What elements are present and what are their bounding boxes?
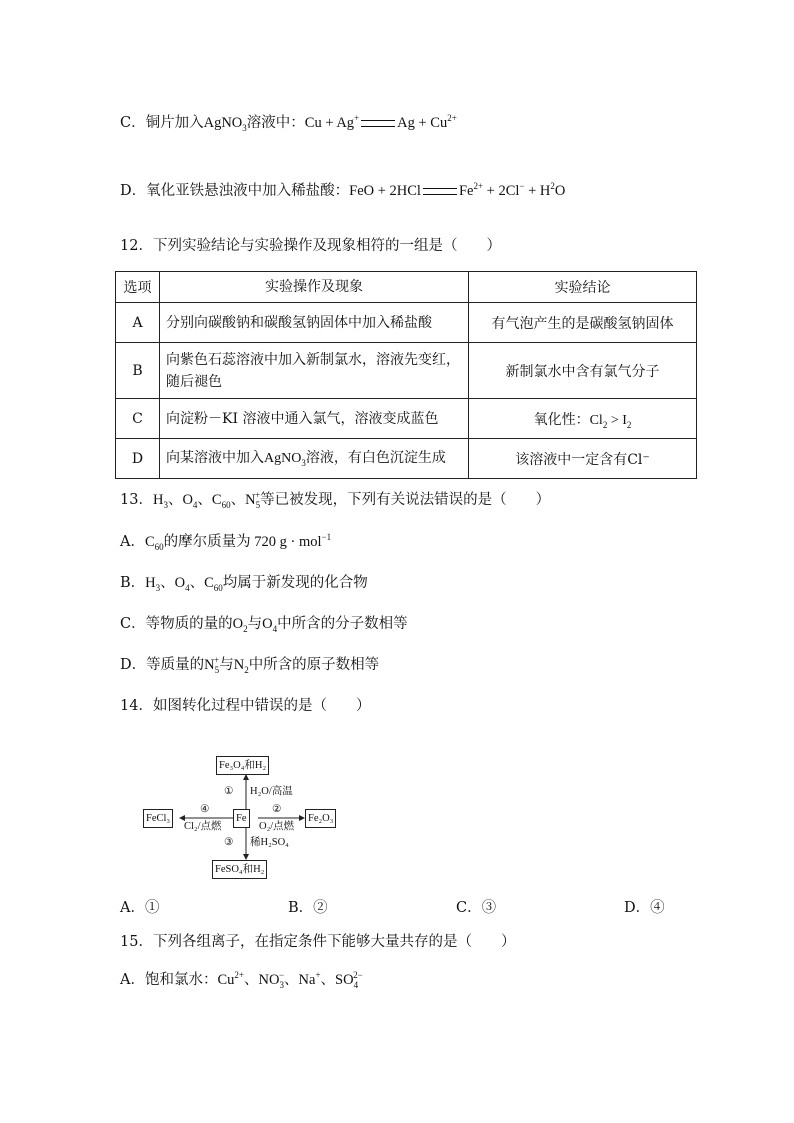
equation-rhs: $Ag + Cu^{2+}$ [397,113,457,131]
label-num-3: ③ [224,836,234,848]
option-c-equation [120,113,457,133]
table-row [116,439,697,479]
equation-rhs: $Fe^{2+} + 2Cl^- + H^2O$ [458,181,566,199]
conversion-diagram [140,748,370,883]
row-conclusion: 有气泡产生的是碳酸氢钠固体 [469,303,697,343]
row-operation: 向紫色石蕊溶液中加入新制氯水，溶液先变红，随后褪色 [160,343,469,399]
row-option: A [116,303,160,343]
product-box-right: Fe₂O₃ [305,809,336,828]
q14-option-b: B．② [288,900,328,916]
question-14: 14．如图转化过程中错误的是（ ） [120,698,371,714]
row-conclusion: 该溶液中一定含有Cl⁻ [469,439,697,479]
row-conclusion: 新制氯水中含有氯气分子 [469,343,697,399]
product-box-bottom: FeSO₄和H₂ [212,860,267,879]
option-c-mid: 溶液中： [246,115,305,131]
agno3-formula: AgNO$_3$ [203,115,247,133]
question-13: 13．$H_3$、$O_4$、$C_{60}$、$N_5^+$等已被发现，下列有关说法错误的是（ ） [120,490,551,510]
question-15: 15．下列各组离子，在指定条件下能够大量共存的是（ ） [120,934,516,950]
q14-option-a: A．① [120,900,160,916]
table-row [116,399,697,439]
q13-option-a: A．$C_{60}$的摩尔质量为 720 g · mol$^{-1}$ [120,532,332,552]
option-c-label: C．铜片加入 [120,115,204,131]
question-12: 12．下列实验结论与实验操作及现象相符的一组是（ ） [120,238,501,254]
label-reaction-1: H₂O/高温 [250,786,293,797]
header-operation: 实验操作及现象 [160,272,469,303]
row-option: D [116,439,160,479]
center-box-fe: Fe [233,809,250,828]
q14-option-d: D．④ [624,900,665,916]
equals-sign [423,188,457,195]
equation-lhs: FeO + 2HCl [349,183,421,199]
q13-option-b: B．$H_3$、$O_4$、$C_{60}$均属于新发现的化合物 [120,575,368,593]
equals-sign [361,120,395,127]
table-row [116,303,697,343]
row-operation: 分别向碳酸钠和碳酸氢钠固体中加入稀盐酸 [160,303,469,343]
equation-lhs: Cu + Ag+ [304,113,360,131]
q13-option-d: D．等质量的$N_5^+$与$N_2$中所含的原子数相等 [120,655,380,675]
table-header-row [116,272,697,303]
label-num-1: ① [224,785,234,797]
label-reaction-4: Cl₂/点燃 [184,821,222,832]
label-num-4: ④ [200,803,210,815]
row-conclusion: 氧化性：$Cl_2 > I_2$ [469,399,697,439]
row-operation: 向某溶液中加入AgNO$_3$溶液，有白色沉淀生成 [160,439,469,479]
label-reaction-3: 稀H₂SO₄ [250,837,289,848]
option-d-equation [120,181,565,201]
q14-option-c: C．③ [456,900,497,916]
experiment-table [115,271,697,479]
row-operation: 向淀粉－KI 溶液中通入氯气，溶液变成蓝色 [160,399,469,439]
product-box-left: FeCl₃ [143,809,173,828]
q15-option-a: A．饱和氯水：$Cu^{2+}$、$NO_3^-$、Na+、$SO_4^{2-}$ [120,970,363,990]
row-option: C [116,399,160,439]
header-conclusion: 实验结论 [469,272,697,303]
option-d-label: D．氧化亚铁悬浊液中加入稀盐酸： [120,183,350,199]
header-option: 选项 [116,272,160,303]
table-row [116,343,697,399]
row-option: B [116,343,160,399]
label-reaction-2: O₂/点燃 [259,821,295,832]
label-num-2: ② [272,803,282,815]
product-box-top: Fe₃O₄和H₂ [216,756,269,775]
q13-option-c: C．等物质的量的$O_2$与$O_4$中所含的分子数相等 [120,616,408,634]
